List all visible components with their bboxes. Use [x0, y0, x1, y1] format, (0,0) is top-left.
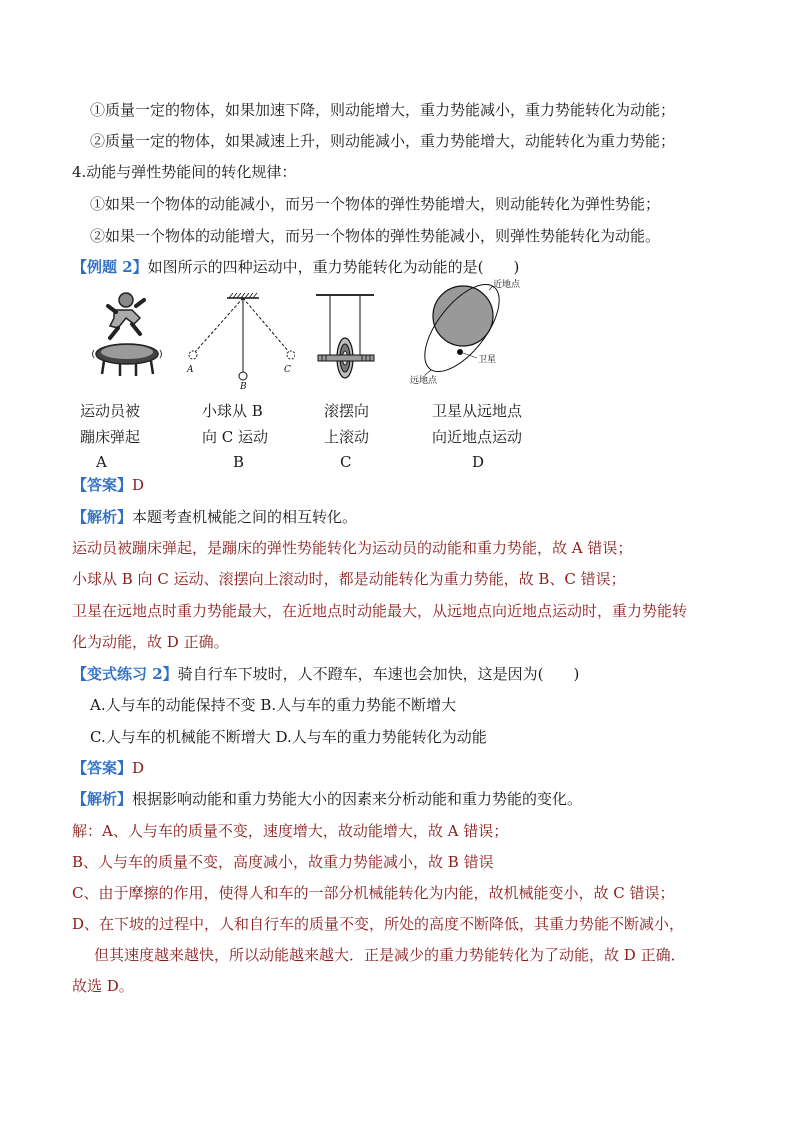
example2-answer: D: [132, 476, 145, 494]
practice2-options-2: C.人与车的机械能不断增大 D.人与车的重力势能转化为动能: [90, 728, 487, 746]
option-a-letter: A: [96, 453, 107, 471]
practice2-analysis-line: [72, 789, 582, 809]
option-d-line1: 卫星从远地点: [432, 402, 523, 420]
option-a-line1: 运动员被: [80, 402, 141, 420]
practice2-answer-line: [72, 758, 144, 778]
practice2-analysis-text: B、人与车的质量不变，高度减小，故重力势能减小，故 B 错误: [72, 853, 494, 871]
option-c-line2: 上滚动: [324, 428, 370, 446]
option-b-letter: B: [233, 453, 245, 471]
near-point-label: 近地点: [493, 280, 521, 290]
practice2-analysis-text: 故选 D。: [72, 977, 134, 995]
practice2-analysis-text: D、在下坡的过程中，人和自行车的质量不变，所处的高度不断降低，其重力势能不断减小，: [72, 915, 685, 933]
practice2-answer-tag: 【答案】: [72, 759, 133, 777]
practice2-answer: D: [132, 759, 145, 777]
option-c-line1: 滚摆向: [324, 402, 370, 420]
example2-analysis-text: 小球从 B 向 C 运动、滚摆向上滚动时，都是动能转化为重力势能，故 B、C 错误；: [72, 570, 626, 588]
example2-analysis-tag: 【解析】: [72, 508, 133, 526]
far-point-label: 远地点: [410, 376, 438, 386]
example2-question: 如图所示的四种运动中，重力势能转化为动能的是( ): [147, 258, 520, 276]
practice2-question: 骑自行车下坡时，人不蹬车，车速也会加快，这是因为( ): [177, 665, 580, 683]
rule4-item1: ①如果一个物体的动能减小，而另一个物体的弹性势能增大，则动能转化为弹性势能；: [90, 195, 661, 213]
rule4-title: 4.动能与弹性势能间的转化规律：: [72, 163, 297, 181]
example2-analysis-intro: 本题考查机械能之间的相互转化。: [132, 508, 358, 526]
rule3-item2: ②质量一定的物体，如果减速上升，则动能减小，重力势能增大，动能转化为重力势能；: [90, 132, 676, 150]
trampoline-figure: [88, 288, 166, 380]
practice2-analysis-intro: 根据影响动能和重力势能大小的因素来分析动能和重力势能的变化。: [132, 790, 583, 808]
example2-analysis-text: 卫星在远地点时重力势能最大，在近地点时动能最大，从远地点向近地点运动时，重力势能转: [72, 602, 688, 620]
example2-analysis-text: 化为动能，故 D 正确。: [72, 633, 229, 651]
satellite-label: 卫星: [478, 355, 497, 365]
option-d-letter: D: [472, 453, 485, 471]
practice2-tag: 【变式练习 2】: [72, 665, 178, 683]
practice2-analysis-text: C、由于摩擦的作用，使得人和车的一部分机械能转化为内能，故机械能变小，故 C 错误；: [72, 884, 675, 902]
example2-analysis-line: [72, 507, 357, 527]
option-c-letter: C: [340, 453, 352, 471]
maxwell-wheel-figure: [312, 292, 382, 384]
pendulum-label-b: B: [240, 382, 247, 390]
option-d-line2: 向近地点运动: [432, 428, 523, 446]
practice2-analysis-tag: 【解析】: [72, 790, 133, 808]
satellite-orbit-figure: [405, 274, 540, 388]
practice2-analysis-text: 解：A、人与车的质量不变，速度增大，故动能增大，故 A 错误；: [72, 822, 509, 840]
practice2-options-1: A.人与车的动能保持不变 B.人与车的重力势能不断增大: [90, 696, 457, 714]
example2-tag: 【例题 2】: [72, 258, 148, 276]
satellite-dot: [457, 349, 463, 355]
example2-analysis-text: 运动员被蹦床弹起，是蹦床的弹性势能转化为运动员的动能和重力势能，故 A 错误；: [72, 539, 633, 557]
example2-answer-line: [72, 475, 144, 495]
practice2-question-line: [72, 664, 579, 684]
pendulum-figure: [183, 290, 295, 390]
rule4-item2: ②如果一个物体的动能增大，而另一个物体的弹性势能减小，则弹性势能转化为动能。: [90, 227, 661, 245]
pendulum-label-c: C: [284, 365, 291, 375]
option-a-line2: 蹦床弹起: [80, 428, 141, 446]
example2-answer-tag: 【答案】: [72, 476, 133, 494]
option-b-line1: 小球从 B: [202, 402, 263, 420]
option-b-line2: 向 C 运动: [202, 428, 269, 446]
practice2-analysis-text: 但其速度越来越快，所以动能越来越大．正是减少的重力势能转化为了动能，故 D 正确．: [94, 946, 686, 964]
rule3-item1: ①质量一定的物体，如果加速下降，则动能增大，重力势能减小，重力势能转化为动能；: [90, 101, 676, 119]
pendulum-label-a: A: [187, 365, 194, 375]
athlete-icon: [108, 293, 144, 338]
